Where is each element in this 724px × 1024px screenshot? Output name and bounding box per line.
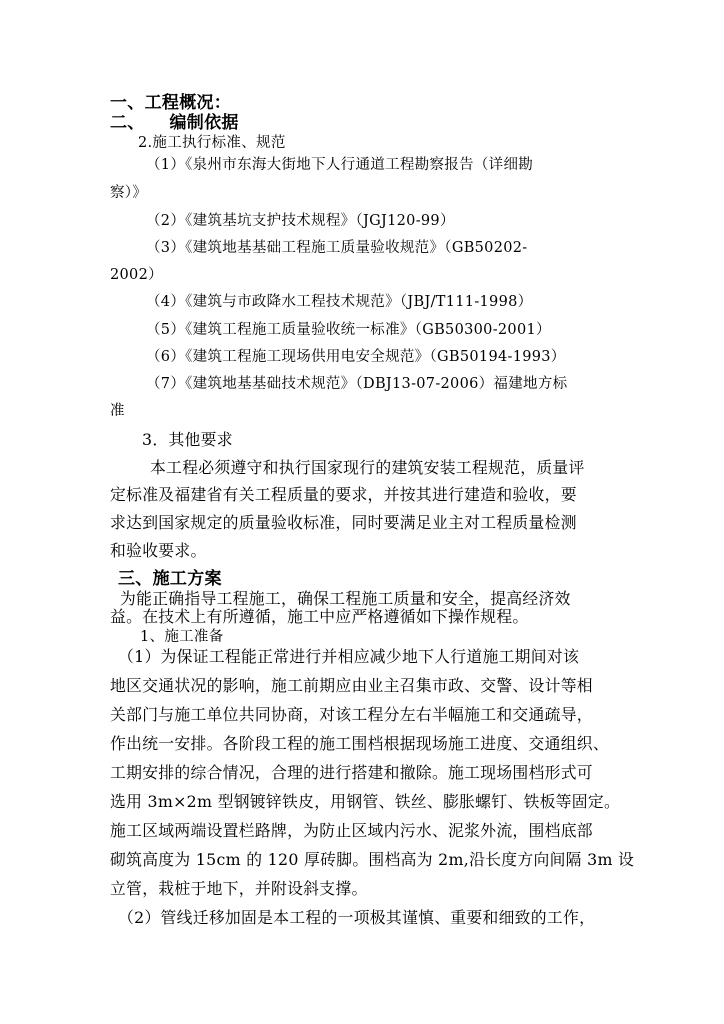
prep-heading: 1、施工准备 (140, 629, 224, 645)
ref-7-line-1: （7）《建筑地基基础技术规范》（DBJ13-07-2006）福建地方标 (146, 376, 568, 392)
other-req-line: 求达到国家规定的质量验收标准，同时要满足业主对工程质量检测 (110, 513, 577, 532)
prep-paragraph-1-line: 工期安排的综合情况，合理的进行搭建和撤除。施工现场围档形式可 (110, 763, 593, 782)
section-1-heading: 一、工程概况： (110, 93, 232, 113)
ref-4: （4）《建筑与市政降水工程技术规范》（JBJ/T111-1998） (146, 294, 533, 310)
other-req-line: 定标准及福建省有关工程质量的要求，并按其进行建造和验收，要 (110, 485, 577, 504)
section-2-heading: 二、 编制依据 (110, 113, 239, 133)
ref-3-line-1: （3）《建筑地基基础工程施工质量验收规范》（GB50202- (146, 240, 528, 256)
prep-paragraph-1-line: 地区交通状况的影响，施工前期应由业主召集市政、交警、设计等相 (110, 676, 593, 695)
other-req-line: 和验收要求。 (110, 541, 207, 560)
other-req-line: 本工程必须遵守和执行国家现行的建筑安装工程规范，质量评 (150, 458, 585, 477)
ref-7-line-2: 准 (110, 403, 125, 419)
ref-6: （6）《建筑工程施工现场供用电安全规范》（GB50194-1993） (146, 349, 566, 365)
section-3-heading: 三、施工方案 (118, 569, 222, 589)
section-3-intro-line: 为能正确指导工程施工，确保工程施工质量和安全，提高经济效 (120, 589, 571, 608)
prep-paragraph-1-line: 施工区域两端设置栏路牌，为防止区域内污水、泥浆外流，围档底部 (110, 821, 593, 840)
ref-3-line-2: 2002） (110, 267, 163, 283)
ref-1-line-2: 察）》 (110, 185, 148, 201)
subsection-2-heading: 2.施工执行标准、规范 (138, 135, 286, 151)
subsection-3-heading: 3．其他要求 (142, 430, 233, 449)
ref-1-line-1: （1）《泉州市东海大街地下人行通道工程勘察报告（详细勘 (146, 157, 534, 173)
prep-paragraph-1-line: 关部门与施工单位共同协商，对该工程分左右半幅施工和交通疏导， (110, 705, 593, 724)
prep-paragraph-1-line: 立管，栽桩于地下，并附设斜支撑。 (110, 879, 368, 898)
prep-paragraph-1-line: 作出统一安排。各阶段工程的施工围档根据现场施工进度、交通组织、 (110, 734, 610, 753)
ref-2: （2）《建筑基坑支护技术规程》（JGJ120-99） (146, 213, 455, 229)
section-3-intro-line: 益。在技术上有所遵循，施工中应严格遵循如下操作规程。 (110, 607, 529, 626)
prep-paragraph-1-line: 砌筑高度为 15cm 的 120 厚砖脚。围档高为 2m,沿长度方向间隔 3m 设 (110, 850, 635, 869)
prep-paragraph-1-line: 选用 3m×2m 型钢镀锌铁皮，用钢管、铁丝、膨胀螺钉、铁板等固定。 (110, 792, 621, 811)
prep-paragraph-2-line: （2）管线迁移加固是本工程的一项极其谨慎、重要和细致的工作， (118, 908, 596, 927)
ref-5: （5）《建筑工程施工质量验收统一标准》（GB50300-2001） (146, 322, 551, 338)
prep-paragraph-1-line: （1）为保证工程能正常进行并相应减少地下人行道施工期间对该 (118, 647, 580, 666)
